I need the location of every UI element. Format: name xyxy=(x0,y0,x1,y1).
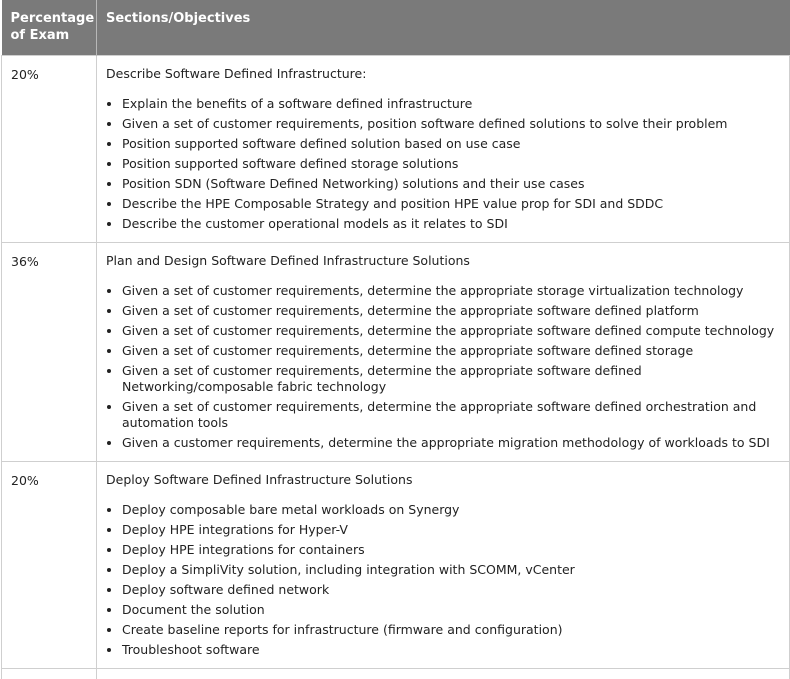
objective-list xyxy=(106,281,780,453)
list-item: • Deploy HPE integrations for containers xyxy=(122,540,780,560)
list-item: • Deploy composable bare metal workloads on Synergy xyxy=(122,500,780,520)
list-item: • Deploy a SimpliVity solution, including integration with SCOMM, vCenter xyxy=(122,560,780,580)
row-section-empty xyxy=(97,669,790,679)
list-item: • Given a set of customer requirements, determine the appropriate software defined Networking/composable fabric technology xyxy=(122,361,780,397)
table-row xyxy=(2,56,790,243)
row-percentage-empty xyxy=(2,669,97,679)
exam-objectives-table xyxy=(1,0,790,679)
row-percentage: 36% xyxy=(2,243,97,462)
list-item: • Position SDN (Software Defined Networking) solutions and their use cases xyxy=(122,174,780,194)
list-item: • Given a set of customer requirements, position software defined solutions to solve their problem xyxy=(122,114,780,134)
table-row xyxy=(2,462,790,669)
table-header-row xyxy=(2,0,790,56)
objective-list xyxy=(106,94,780,234)
list-item: • Document the solution xyxy=(122,600,780,620)
section-title: Deploy Software Defined Infrastructure Solutions xyxy=(106,472,413,487)
list-item: • Describe the HPE Composable Strategy and position HPE value prop for SDI and SDDC xyxy=(122,194,780,214)
row-percentage: 20% xyxy=(2,56,97,243)
list-item: • Given a set of customer requirements, determine the appropriate software defined storage xyxy=(122,341,780,361)
list-item: • Position supported software defined storage solutions xyxy=(122,154,780,174)
header-percentage: Percentage of Exam xyxy=(2,0,97,56)
list-item: • Given a set of customer requirements, determine the appropriate storage virtualization technology xyxy=(122,281,780,301)
row-section xyxy=(97,462,790,669)
objective-list xyxy=(106,500,780,660)
list-item: • Troubleshoot software xyxy=(122,640,780,660)
section-title: Plan and Design Software Defined Infrastructure Solutions xyxy=(106,253,470,268)
list-item: • Deploy HPE integrations for Hyper-V xyxy=(122,520,780,540)
list-item: • Given a customer requirements, determine the appropriate migration methodology of workloads to SDI xyxy=(122,433,780,453)
row-section xyxy=(97,56,790,243)
list-item: • Given a set of customer requirements, determine the appropriate software defined compute technology xyxy=(122,321,780,341)
list-item: • Position supported software defined solution based on use case xyxy=(122,134,780,154)
list-item: • Given a set of customer requirements, determine the appropriate software defined platform xyxy=(122,301,780,321)
list-item: • Describe the customer operational models as it relates to SDI xyxy=(122,214,780,234)
section-title: Describe Software Defined Infrastructure: xyxy=(106,66,367,81)
table-row-partial xyxy=(2,669,790,679)
row-percentage: 20% xyxy=(2,462,97,669)
header-sections: Sections/Objectives xyxy=(97,0,790,56)
list-item: • Create baseline reports for infrastructure (firmware and configuration) xyxy=(122,620,780,640)
list-item: • Deploy software defined network xyxy=(122,580,780,600)
list-item: • Explain the benefits of a software defined infrastructure xyxy=(122,94,780,114)
row-section xyxy=(97,243,790,462)
list-item: • Given a set of customer requirements, determine the appropriate software defined orchestration and automation tools xyxy=(122,397,780,433)
table-row xyxy=(2,243,790,462)
